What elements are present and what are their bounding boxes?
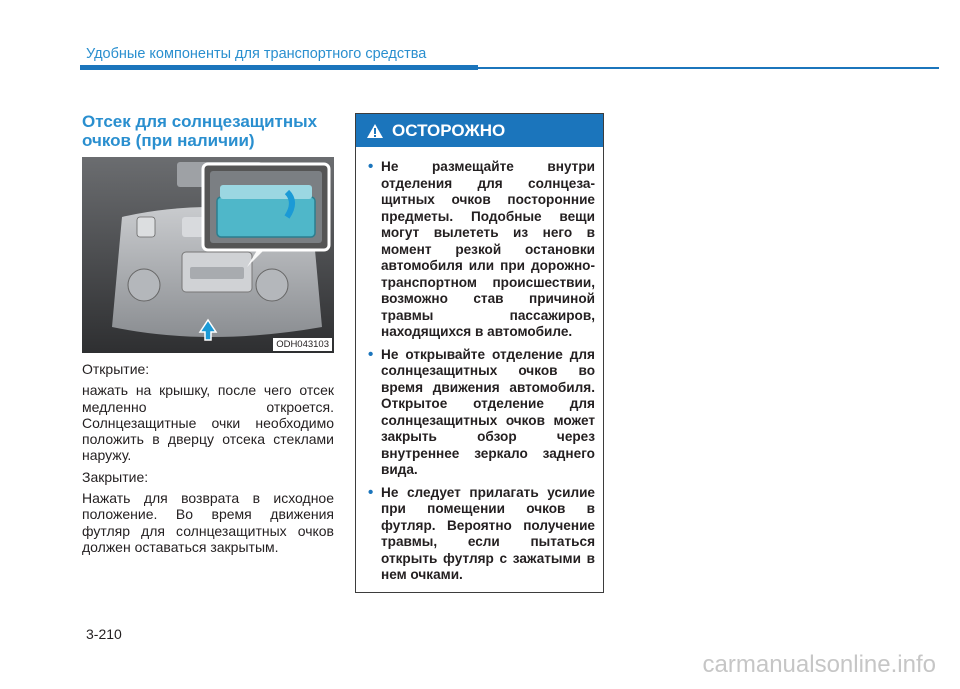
opening-label: Открытие: xyxy=(82,361,150,377)
body-text xyxy=(82,361,334,560)
figure-code: ODH043103 xyxy=(273,338,332,351)
warning-box xyxy=(355,113,604,593)
page-number: 3-210 xyxy=(86,626,122,642)
warning-item: • Не открывайте отделение для солнцезащитных очков во время движения автомобиля. Открытое отделение для солнцезащитных очков может закрыть обзор через внутреннее зеркало заднего вида. xyxy=(368,347,595,479)
section-title: Отсек для солнцезащитных очков (при наличии) xyxy=(82,112,318,150)
header-title: Удобные компоненты для транспортного средства xyxy=(86,46,427,62)
header-rule-dark xyxy=(80,65,478,70)
closing-text: Нажать для возврата в исходное положение. Во время движения футляр для солнцезащитных очков должен оставаться закрытым. xyxy=(82,490,334,555)
opening-text: нажать на крышку, после чего отсек медленно откроется. Солнцезащитные очки необходимо положить в дверцу отсека стеклами наружу. xyxy=(82,382,334,464)
watermark: carmanualsonline.info xyxy=(702,651,936,678)
overhead-console-photo xyxy=(82,157,334,353)
warning-triangle-icon xyxy=(366,123,384,139)
console-illustration xyxy=(82,157,334,353)
closing-label: Закрытие: xyxy=(82,468,149,485)
warning-header xyxy=(356,114,603,147)
warning-item: • Не размещайте внутри отделения для солнцеза-щитных очков посторонние предметы. Подобные вещи могут вылететь из него в момент резкой остановки автомобиля или при дорожно-транспортном происшествии, возможно став причиной травмы пассажиров, находящихся в автомобиле. xyxy=(368,159,595,341)
warning-title: ОСТОРОЖНО xyxy=(392,120,506,140)
warning-list xyxy=(356,147,603,584)
header-rule-light xyxy=(478,67,939,69)
warning-item: • Не следует прилагать усилие при помещении очков в футляр. Вероятно получение травмы, если пытаться открыть футляр с зажатыми в нем очками. xyxy=(368,485,595,584)
